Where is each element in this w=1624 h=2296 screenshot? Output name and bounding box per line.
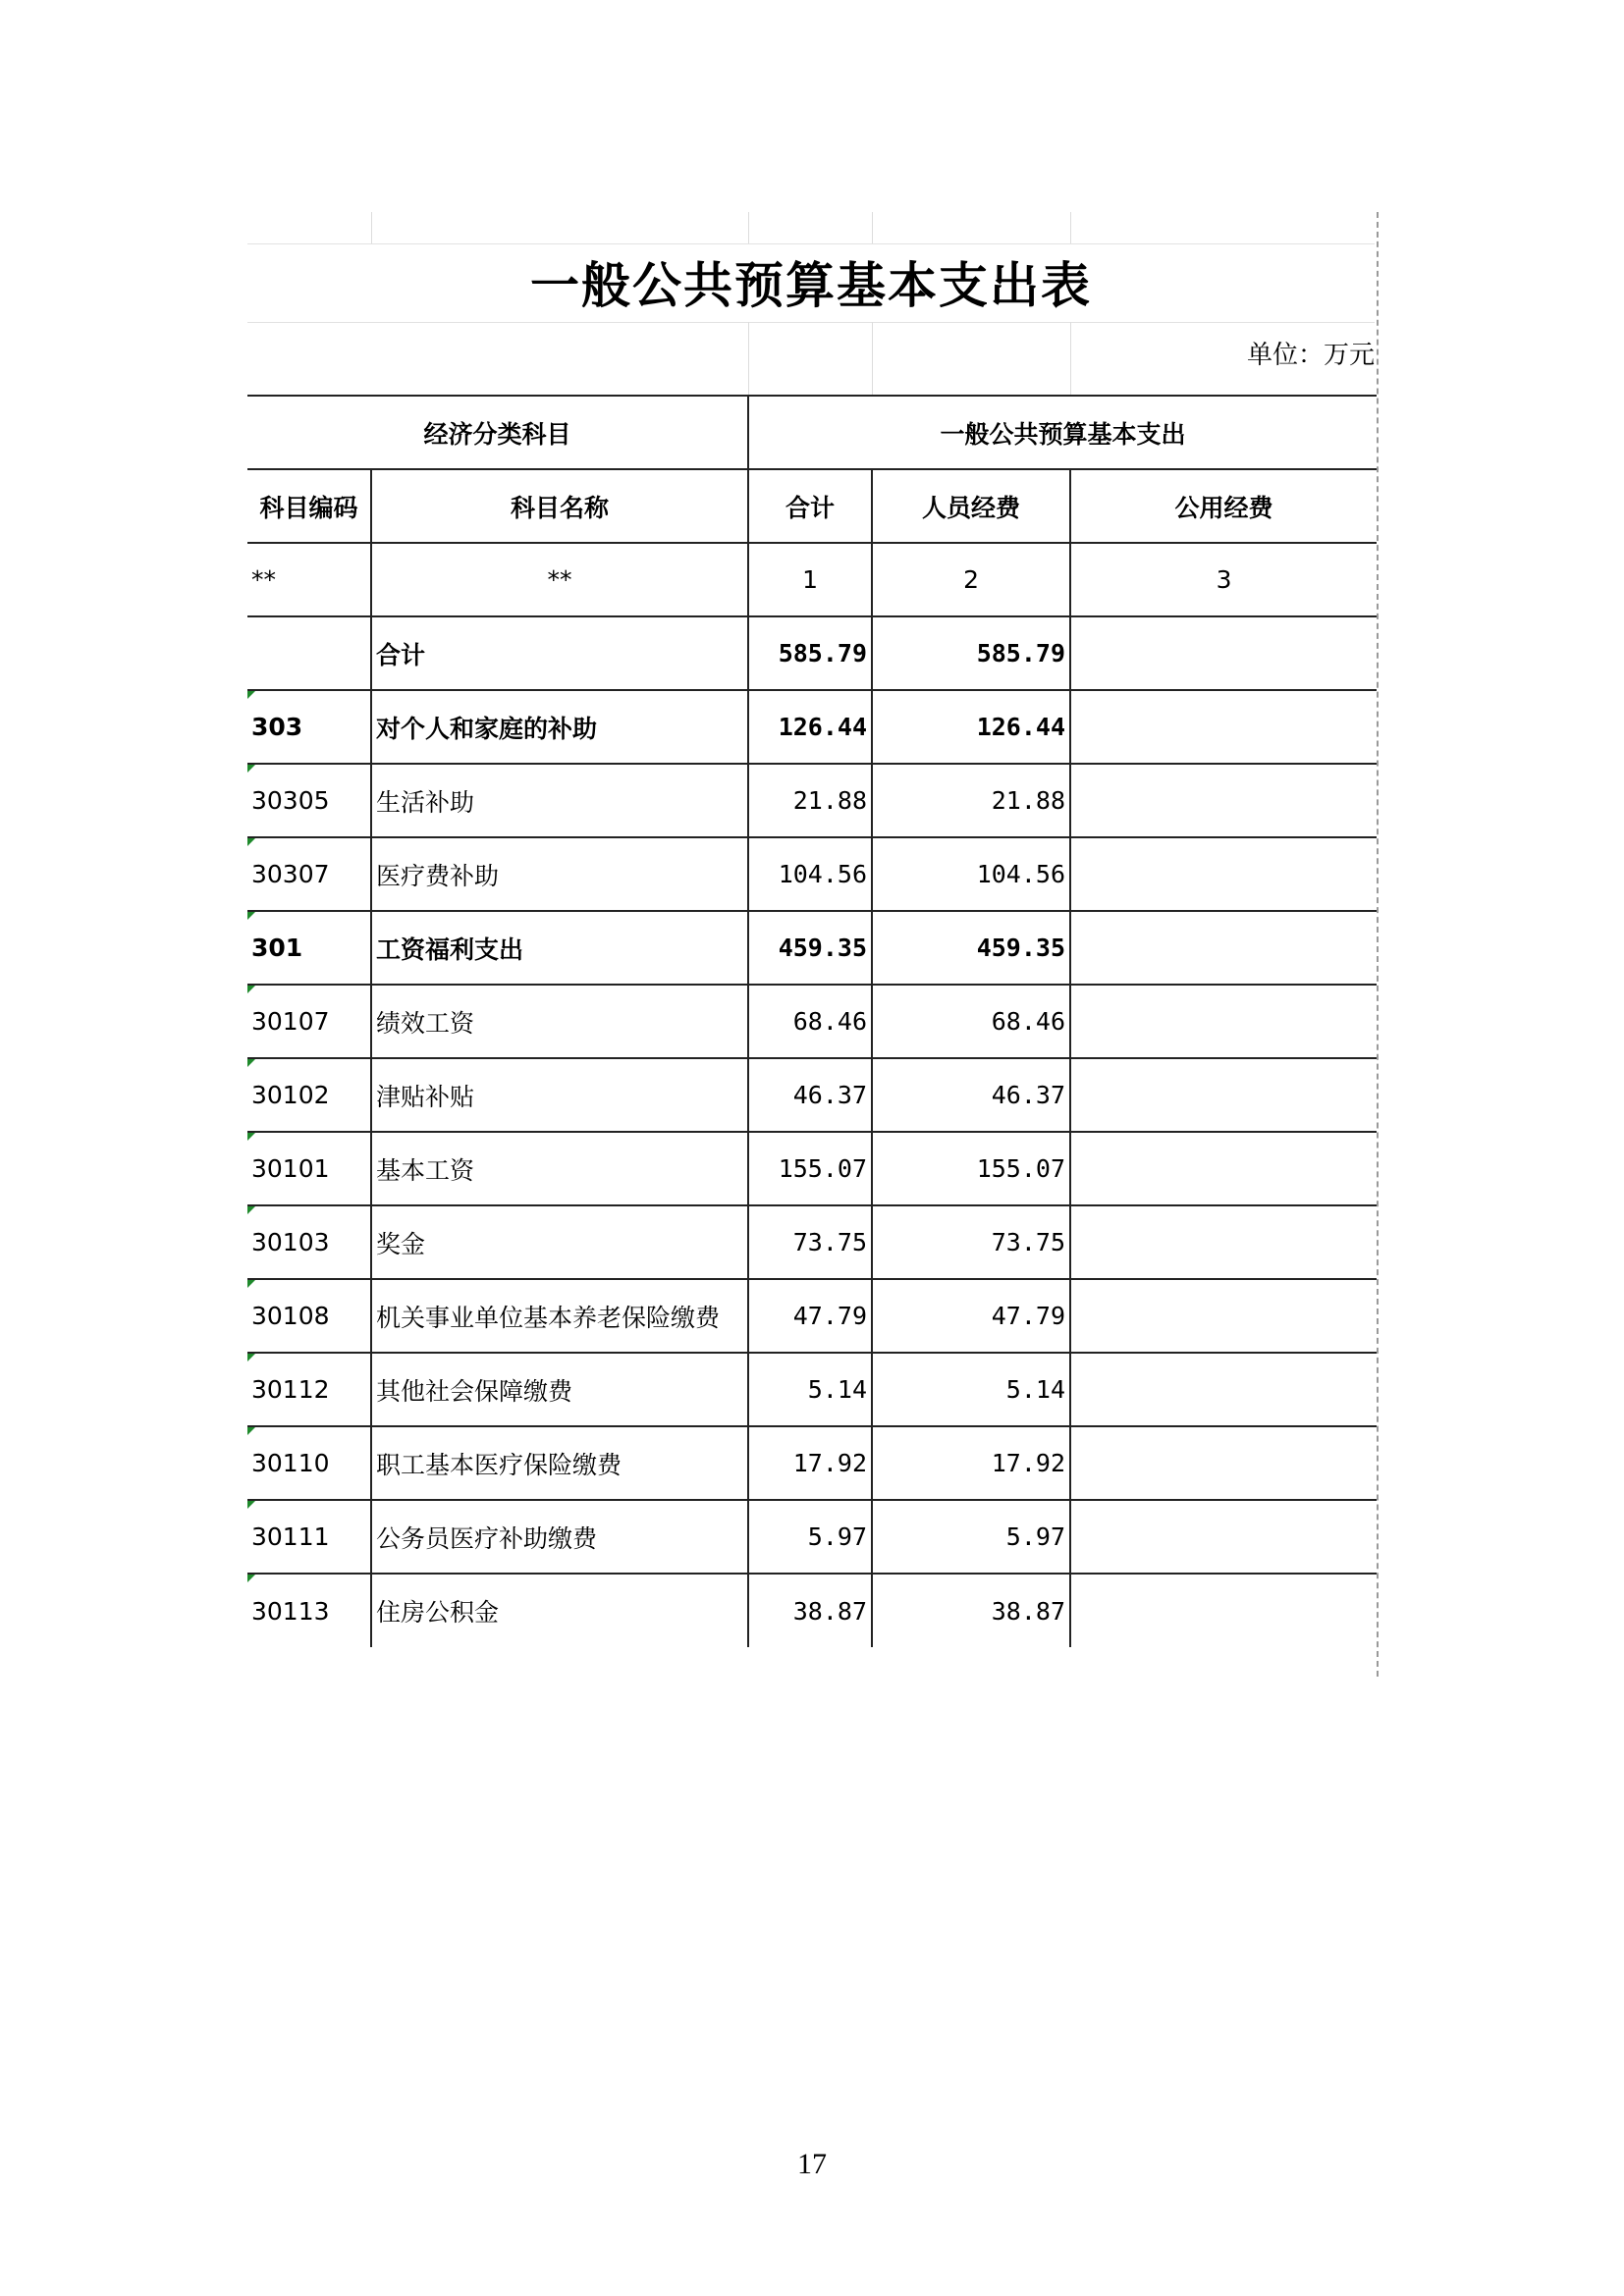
gridline bbox=[748, 212, 749, 243]
cell-note-marker-icon bbox=[247, 691, 255, 699]
row-code bbox=[247, 1279, 371, 1353]
row-personnel: 126.44 bbox=[872, 690, 1070, 764]
table-row bbox=[247, 690, 1377, 764]
row-name: 绩效工资 bbox=[371, 985, 748, 1058]
row-name: 公务员医疗补助缴费 bbox=[371, 1500, 748, 1574]
table-row bbox=[247, 1058, 1377, 1132]
table-title: 一般公共预算基本支出表 bbox=[530, 256, 1092, 314]
table-row bbox=[247, 1574, 1377, 1647]
row-name: 对个人和家庭的补助 bbox=[371, 690, 748, 764]
row-public bbox=[1070, 1426, 1377, 1500]
gridline bbox=[872, 322, 873, 395]
row-public bbox=[1070, 837, 1377, 911]
row-total: 5.97 bbox=[748, 1500, 872, 1574]
table-row bbox=[247, 616, 1377, 690]
row-public bbox=[1070, 764, 1377, 837]
row-code-text: 30108 bbox=[251, 1302, 330, 1330]
gridline bbox=[748, 322, 749, 395]
page-number: 17 bbox=[797, 2148, 827, 2180]
row-public bbox=[1070, 1058, 1377, 1132]
cell-note-marker-icon bbox=[247, 1133, 255, 1141]
row-name: 其他社会保障缴费 bbox=[371, 1353, 748, 1426]
row-code bbox=[247, 1353, 371, 1426]
row-total: 104.56 bbox=[748, 837, 872, 911]
header-total: 合计 bbox=[748, 469, 872, 543]
row-total: 17.92 bbox=[748, 1426, 872, 1500]
row-personnel: 68.46 bbox=[872, 985, 1070, 1058]
gridline bbox=[1070, 322, 1071, 395]
row-personnel: 104.56 bbox=[872, 837, 1070, 911]
row-code bbox=[247, 1500, 371, 1574]
cell-note-marker-icon bbox=[247, 765, 255, 773]
row-name: 津贴补贴 bbox=[371, 1058, 748, 1132]
row-name: 机关事业单位基本养老保险缴费 bbox=[371, 1279, 748, 1353]
row-code-text: 30102 bbox=[251, 1081, 330, 1109]
table-row bbox=[247, 1353, 1377, 1426]
gridline bbox=[247, 243, 1375, 244]
row-name: 医疗费补助 bbox=[371, 837, 748, 911]
cell-note-marker-icon bbox=[247, 1206, 255, 1214]
row-code-text: 30101 bbox=[251, 1154, 330, 1183]
row-total: 21.88 bbox=[748, 764, 872, 837]
gridline bbox=[371, 212, 372, 243]
row-code bbox=[247, 1132, 371, 1205]
row-code bbox=[247, 1426, 371, 1500]
group-header-row bbox=[247, 396, 1377, 469]
table-row bbox=[247, 1205, 1377, 1279]
cell-note-marker-icon bbox=[247, 1059, 255, 1067]
row-name: 生活补助 bbox=[371, 764, 748, 837]
table-row bbox=[247, 985, 1377, 1058]
cell-note-marker-icon bbox=[247, 1575, 255, 1582]
row-name: 职工基本医疗保险缴费 bbox=[371, 1426, 748, 1500]
row-name: 合计 bbox=[371, 616, 748, 690]
cell-note-marker-icon bbox=[247, 1501, 255, 1509]
table-row bbox=[247, 911, 1377, 985]
row-code-text: 30307 bbox=[251, 860, 330, 888]
page-break-line bbox=[1377, 212, 1379, 1677]
index-name: ** bbox=[371, 543, 748, 616]
row-total: 155.07 bbox=[748, 1132, 872, 1205]
header-basic-expenditure: 一般公共预算基本支出 bbox=[748, 396, 1377, 469]
cell-note-marker-icon bbox=[247, 986, 255, 993]
index-row bbox=[247, 543, 1377, 616]
row-personnel: 155.07 bbox=[872, 1132, 1070, 1205]
row-code bbox=[247, 616, 371, 690]
gridline bbox=[872, 212, 873, 243]
header-economic-category: 经济分类科目 bbox=[247, 396, 748, 469]
header-code: 科目编码 bbox=[247, 469, 371, 543]
row-code bbox=[247, 837, 371, 911]
index-public: 3 bbox=[1070, 543, 1377, 616]
row-public bbox=[1070, 1500, 1377, 1574]
header-personnel: 人员经费 bbox=[872, 469, 1070, 543]
index-code: ** bbox=[247, 543, 371, 616]
cell-note-marker-icon bbox=[247, 1280, 255, 1288]
row-public bbox=[1070, 616, 1377, 690]
header-name: 科目名称 bbox=[371, 469, 748, 543]
row-public bbox=[1070, 1353, 1377, 1426]
column-header-row bbox=[247, 469, 1377, 543]
row-personnel: 17.92 bbox=[872, 1426, 1070, 1500]
row-personnel: 459.35 bbox=[872, 911, 1070, 985]
table-row bbox=[247, 1500, 1377, 1574]
header-public: 公用经费 bbox=[1070, 469, 1377, 543]
row-code-text: 30103 bbox=[251, 1228, 330, 1256]
row-code-text: 30111 bbox=[251, 1522, 330, 1551]
row-code-text: 30112 bbox=[251, 1375, 330, 1404]
row-personnel: 585.79 bbox=[872, 616, 1070, 690]
row-total: 5.14 bbox=[748, 1353, 872, 1426]
gridline bbox=[1070, 212, 1071, 243]
row-code-text: 301 bbox=[251, 934, 303, 962]
row-name: 基本工资 bbox=[371, 1132, 748, 1205]
row-code-text: 30110 bbox=[251, 1449, 330, 1477]
budget-sheet bbox=[247, 212, 1379, 1677]
cell-note-marker-icon bbox=[247, 838, 255, 846]
row-personnel: 5.97 bbox=[872, 1500, 1070, 1574]
row-total: 47.79 bbox=[748, 1279, 872, 1353]
index-personnel: 2 bbox=[872, 543, 1070, 616]
row-personnel: 21.88 bbox=[872, 764, 1070, 837]
row-total: 38.87 bbox=[748, 1574, 872, 1647]
row-name: 工资福利支出 bbox=[371, 911, 748, 985]
row-public bbox=[1070, 1574, 1377, 1647]
cell-note-marker-icon bbox=[247, 1354, 255, 1362]
row-name: 奖金 bbox=[371, 1205, 748, 1279]
row-total: 126.44 bbox=[748, 690, 872, 764]
row-personnel: 38.87 bbox=[872, 1574, 1070, 1647]
table-row bbox=[247, 1279, 1377, 1353]
row-total: 73.75 bbox=[748, 1205, 872, 1279]
row-total: 585.79 bbox=[748, 616, 872, 690]
table-row bbox=[247, 837, 1377, 911]
row-code bbox=[247, 911, 371, 985]
row-personnel: 73.75 bbox=[872, 1205, 1070, 1279]
row-total: 46.37 bbox=[748, 1058, 872, 1132]
table-row bbox=[247, 1132, 1377, 1205]
budget-table bbox=[247, 395, 1377, 1647]
row-code bbox=[247, 690, 371, 764]
row-code-text: 303 bbox=[251, 713, 303, 741]
index-total: 1 bbox=[748, 543, 872, 616]
row-public bbox=[1070, 985, 1377, 1058]
row-code bbox=[247, 764, 371, 837]
row-code bbox=[247, 985, 371, 1058]
row-code-text: 30305 bbox=[251, 786, 330, 815]
table-row bbox=[247, 764, 1377, 837]
row-code-text: 30107 bbox=[251, 1007, 330, 1036]
row-personnel: 5.14 bbox=[872, 1353, 1070, 1426]
row-code bbox=[247, 1574, 371, 1647]
row-public bbox=[1070, 1205, 1377, 1279]
row-code bbox=[247, 1058, 371, 1132]
table-row bbox=[247, 1426, 1377, 1500]
row-public bbox=[1070, 911, 1377, 985]
row-public bbox=[1070, 1279, 1377, 1353]
row-personnel: 46.37 bbox=[872, 1058, 1070, 1132]
row-personnel: 47.79 bbox=[872, 1279, 1070, 1353]
row-total: 459.35 bbox=[748, 911, 872, 985]
row-public bbox=[1070, 690, 1377, 764]
row-name: 住房公积金 bbox=[371, 1574, 748, 1647]
unit-label: 单位：万元 bbox=[1246, 341, 1375, 370]
row-code-text: 30113 bbox=[251, 1596, 330, 1626]
cell-note-marker-icon bbox=[247, 912, 255, 920]
row-public bbox=[1070, 1132, 1377, 1205]
cell-note-marker-icon bbox=[247, 1427, 255, 1435]
row-code bbox=[247, 1205, 371, 1279]
row-total: 68.46 bbox=[748, 985, 872, 1058]
